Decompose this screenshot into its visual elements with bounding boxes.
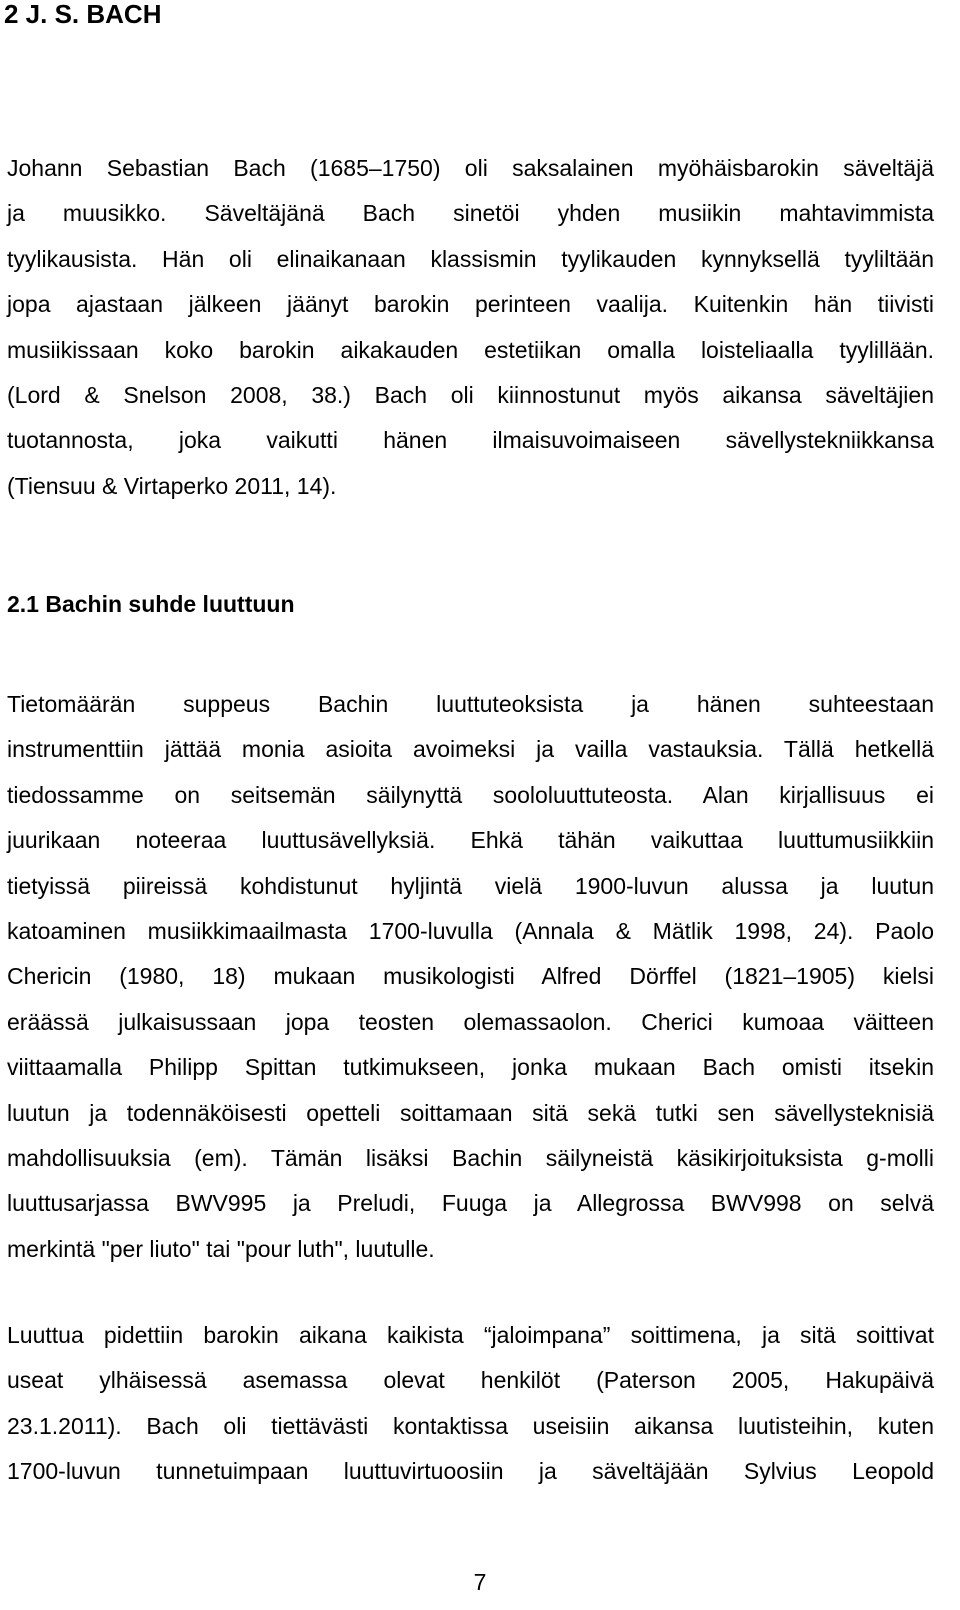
- paragraph-intro: [7, 146, 934, 509]
- text-line: tuotannosta, joka vaikutti hänen ilmaisuvoimaiseen sävellystekniikkansa: [7, 427, 934, 454]
- paragraph-lute-relation: [7, 682, 934, 1272]
- text-line: 1700-luvun tunnetuimpaan luuttuvirtuoosiin ja säveltäjään Sylvius Leopold: [7, 1458, 934, 1485]
- paragraph-baroque-lute: [7, 1313, 934, 1495]
- text-line: musiikissaan koko barokin aikakauden estetiikan omalla loisteliaalla tyylillään.: [7, 336, 934, 363]
- text-line: mahdollisuuksia (em). Tämän lisäksi Bachin säilyneistä käsikirjoituksista g-molli: [7, 1144, 934, 1171]
- text-line: Chericin (1980, 18) mukaan musikologisti Alfred Dörffel (1821–1905) kielsi: [7, 963, 934, 990]
- section-title: 2.1 Bachin suhde luuttuun: [7, 591, 295, 617]
- text-line: tiedossamme on seitsemän säilynyttä soololuuttuteosta. Alan kirjallisuus ei: [7, 781, 934, 808]
- text-line: jopa ajastaan jälkeen jäänyt barokin perinteen vaalija. Kuitenkin hän tiivisti: [7, 291, 934, 318]
- text-line: Luuttua pidettiin barokin aikana kaikista “jaloimpana” soittimena, ja sitä soittivat: [7, 1322, 934, 1348]
- text-line: (Tiensuu & Virtaperko 2011, 14).: [7, 472, 337, 499]
- text-line: viittaamalla Philipp Spittan tutkimukseen, jonka mukaan Bach omisti itsekin: [7, 1054, 934, 1081]
- page-number: 7: [473, 1569, 487, 1595]
- chapter-title: 2 J. S. BACH: [4, 0, 162, 29]
- text-line: tietyissä piireissä kohdistunut hyljintä vielä 1900-luvun alussa ja luutun: [7, 872, 934, 899]
- text-line: useat ylhäisessä asemassa olevat henkilöt (Paterson 2005, Hakupäivä: [7, 1367, 934, 1394]
- text-line: (Lord & Snelson 2008, 38.) Bach oli kiinnostunut myös aikansa säveltäjien: [7, 381, 934, 408]
- text-line: Johann Sebastian Bach (1685–1750) oli saksalainen myöhäisbarokin säveltäjä: [7, 155, 934, 181]
- text-line: juurikaan noteeraa luuttusävellyksiä. Ehkä tähän vaikuttaa luuttumusiikkiin: [7, 827, 934, 854]
- text-line: eräässä julkaisussaan jopa teosten olemassaolon. Cherici kumoaa väitteen: [7, 1008, 934, 1035]
- text-line: katoaminen musiikkimaailmasta 1700-luvulla (Annala & Mätlik 1998, 24). Paolo: [7, 917, 934, 944]
- text-line: ja muusikko. Säveltäjänä Bach sinetöi yhden musiikin mahtavimmista: [7, 200, 934, 227]
- text-line: instrumenttiin jättää monia asioita avoimeksi ja vailla vastauksia. Tällä hetkellä: [7, 736, 934, 763]
- text-line: luutun ja todennäköisesti opetteli soittamaan sitä sekä tutki sen sävellysteknisiä: [7, 1099, 934, 1126]
- text-line: 23.1.2011). Bach oli tiettävästi kontaktissa useisiin aikansa luutisteihin, kuten: [7, 1412, 934, 1439]
- text-line: tyylikausista. Hän oli elinaikanaan klassismin tyylikauden kynnyksellä tyyliltään: [7, 245, 934, 272]
- text-line: luuttusarjassa BWV995 ja Preludi, Fuuga ja Allegrossa BWV998 on selvä: [7, 1190, 934, 1217]
- text-line: Tietomäärän suppeus Bachin luuttuteoksista ja hänen suhteestaan: [7, 691, 934, 717]
- text-line: merkintä "per liuto" tai "pour luth", luutulle.: [7, 1235, 435, 1262]
